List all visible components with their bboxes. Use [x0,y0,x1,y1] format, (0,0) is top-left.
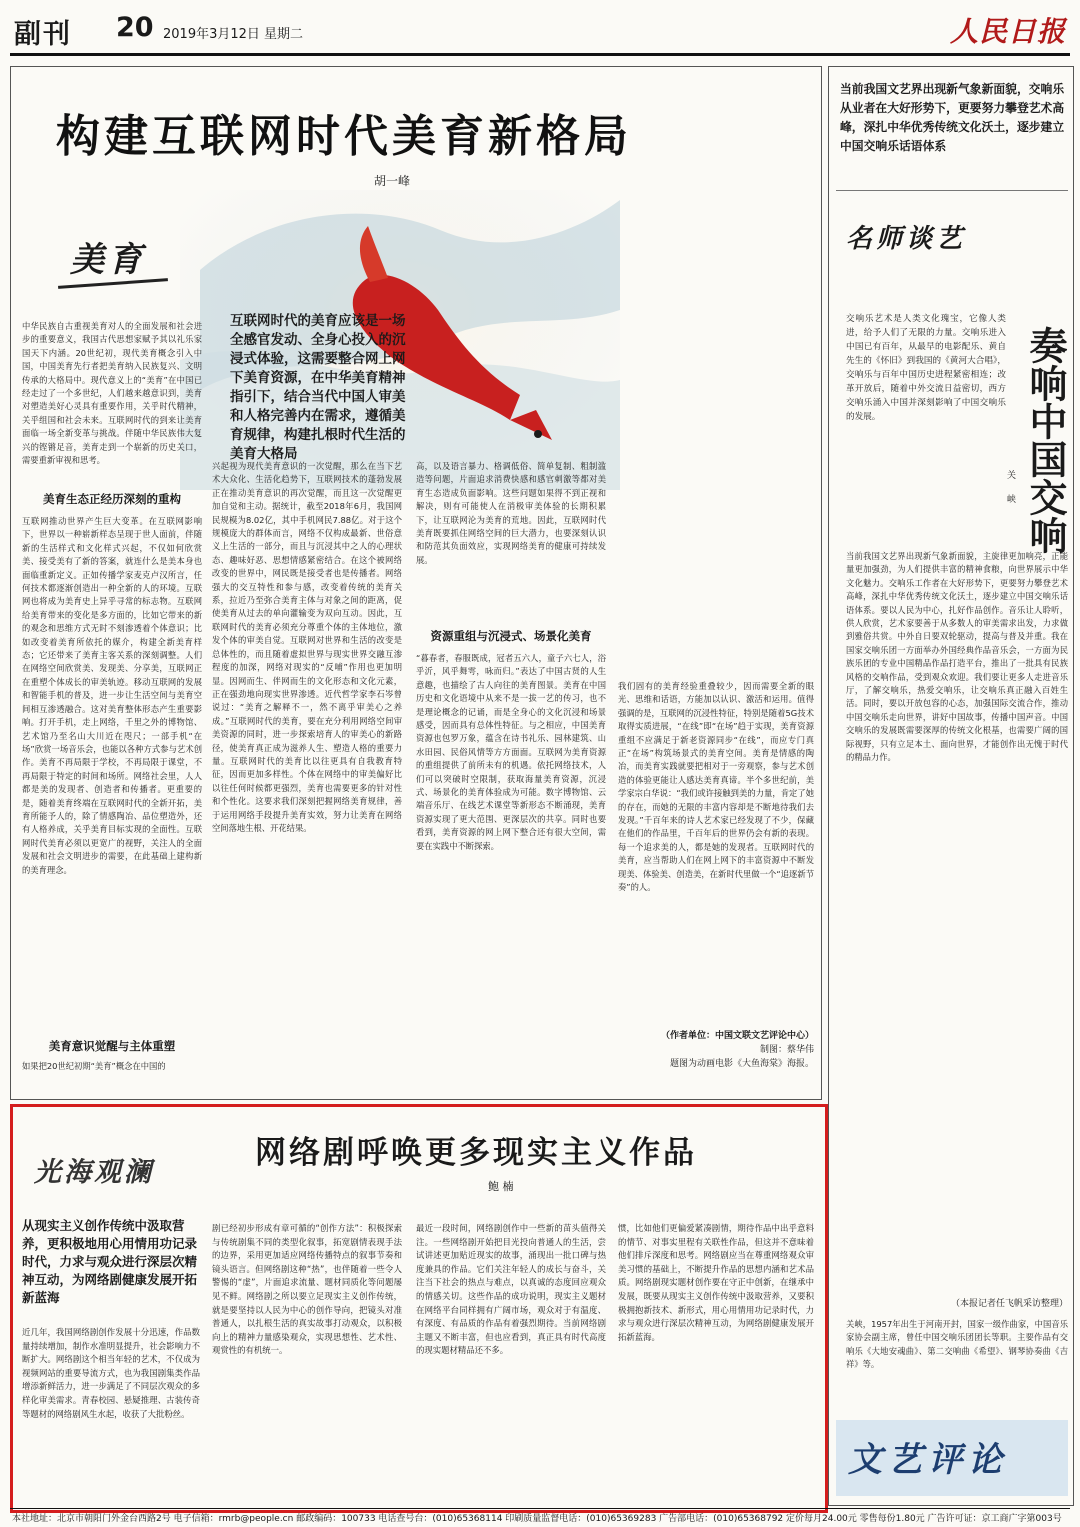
drama-author: 鲍 楠 [488,1180,514,1193]
drama-column-2: 剧已经初步形成有章可循的“创作方法”：积极探索与传统剧集不同的类型化叙事，拓宽剧情表现手法的边界，采用更加适应网络传播特点的叙事节奏和镜头语言。但网络剧这种“热”，也伴随着一些令人警惕的“虚”，片面追求流量、题材同质化等问题屡见不鲜。网络剧之所以要立足现实主义创作传统，就是要坚持以人民为中心的创作导向，把镜头对准普通人，以扎根生活的真实故事打动观众，以积极向上的精神力量感染观众，实现思想性、艺术性、观赏性的有机统一。 [212,1223,402,1356]
drama-column-tag: 光海观澜 [34,1157,154,1188]
drama-lede: 从现实主义创作传统中汲取营养，更积极地用心用情用功记录时代，力求与观众进行深层次精神互动，为网络剧健康发展开拓新蓝海 [22,1218,198,1305]
footer-rule [10,1508,1070,1509]
right-vertical-title: 奏响中国交响 [1023,326,1068,554]
right-column-tag: 名师谈艺 [846,224,967,254]
page-number: 20 [116,12,154,43]
masthead-rule [10,53,1070,56]
paper-logo: 人民日报 [949,15,1066,48]
right-author: 关 峡 [1005,470,1015,509]
drama-title: 网络剧呼唤更多现实主义作品 [255,1135,697,1171]
right-intro: 交响乐艺术是人类文化瑰宝，它像人类进，给予人们了无限的力量。交响乐进入中国已有百年，从最早的电影配乐、黄自先生的《怀旧》到我国的《黄河大合唱》，交响乐与百年中国历史进程紧密相连；改革开放后，随着中外交流日益密切，西方交响乐涌入中国并深刻影响了中国交响乐的发展。 [846,314,1006,422]
main-column-1-intro: 中华民族自古重视美育对人的全面发展和社会进步的重要意义，我国古代思想家赋予其以礼乐家国天下内涵。20世纪初，现代美育概念引入中国，中国美育先行者把美育纳入民族复兴、文明传承的大格局中。现代意义上的“美育”在中国已经走过了一个多世纪，人们越来越意识到，美育对塑造美好心灵具有重要作用，关乎时代精神，关乎组国和社会未来。互联网时代的到来让美育面临一场全新变革与挑战。伴随中华民族伟大复兴的铿锵足音，美育走到一个崭新的历史关口，需要重新审视和思考。 [22,321,202,466]
hero-figure [534,430,542,438]
main-column-1-tail: 如果把20世纪初期“美育”概念在中国的 [22,1061,166,1071]
right-credit: （本报记者任飞帆采访整理） [950,1299,1068,1309]
main-subhead-3: 资源重组与沉浸式、场景化美育 [430,629,592,643]
main-title: 构建互联网时代美育新格局 [56,111,632,162]
main-author: 胡一峰 [374,174,411,188]
right-bio: 关峡，1957年出生于河南开封，国家一级作曲家，中国音乐家协会副主席，曾任中国交响乐团团长等职。主要作品有交响乐《大地安魂曲》、第二交响曲《希望》、钢琴协奏曲《吉祥》等。 [846,1319,1068,1370]
pull-quote: 互联网时代的美育应该是一场全感官发动、全身心投入的沉浸式体验，这需要整合网上网下美育资源，在中华美育精神指引下，结合当代中国人审美和人格完善内在需求，遵循美育规律，构建扎根时代生活的美育大格局 [230,313,406,462]
author-affiliation: （作者单位：中国文联文艺评论中心） [660,1031,814,1041]
column-tag-meiyu: 美育 [70,240,146,280]
main-subhead-1: 美育生态正经历深刻的重构 [43,492,181,506]
drama-column-4: 惯，比如他们更偏爱紧凑剧情，期待作品中出乎意料的情节、对事实里程有关联性作品，但这并不意味着他们排斥深度和思考。网络剧应当在尊重网络观众审美习惯的基础上，不断提升作品的思想内涵和艺术品质。网络剧现实题材创作要在守正中创新，在继承中发展，既要从现实主义创作传统中汲取营养，又要积极拥抱新技术、新形式，用心用情用功记录时代，力求与观众进行深层次精神互动，为网络剧健康发展开拓新蓝海。 [618,1223,814,1342]
drama-column-1: 近几年，我国网络剧创作发展十分迅速，作品数量持续增加，制作水准明显提升，社会影响力不断扩大。网络剧这个相当年轻的艺术，不仅成为视频网站的重要导流方式，也为我国剧集类作品增添新鲜活力，进一步满足了不同层次观众的多样化审美需求。青春校园、悬疑推理、古装传奇等题材的网络剧风生水起，收获了大批粉丝。 [22,1327,200,1419]
main-column-2: 兴起视为现代美育意识的一次觉醒，那么在当下艺术大众化、生活化趋势下，互联网技术的蓬勃发展正在推动美育意识的再次觉醒，而且这一次觉醒更加自觉和主动。据统计，截至2018年6月，我国网民规模为8.02亿，其中手机网民7.88亿。对于这个规模庞大的群体而言，网络不仅构成最新、世俗意义上生活的一部分，而且与沉浸其中之人的心理状态、趣味好恶、思想情感紧密结合。在这个被网络改变的世界中，网民既是接受者也是传播者。网络强大的交互特性和参与感，改变着传统的美育关系，拉近乃至弥合美育主体与对象之间的距离，促使美育从过去的单向灌输变为双向互动。因此，互联网时代的美育必须充分尊重个体的主体地位，激发个体的审美自觉。互联网对世界和生活的改变是总体性的，而且随着虚拟世界与现实世界交融互渗程度的加深，网络对现实的“反哺”作用也更加明显。因网而生、伴网而生的文化形态和文化元素，正在强劲地向现实世界渗透。近代哲学家李石岑曾说过：“美育之解释不一，然不离乎审美心之养成。”互联网时代的美育，要在充分利用网络空间审美资源的同时，进一步探索培育人的审美心的新路径，使美育真正成为滋养人生、塑造人格的重要力量。互联网时代的美育比以往更具有自我教育特征，因而更加多样性。个体在网络中的审美偏好比以往任何时候都更强烈，美育也需要更多的针对性和个性化。这要求我们深刻把握网络美育规律，善于运用网络手段提升美育实效，努力让美育在网络空间落地生根、开花结果。 [212,461,402,833]
image-caption: 题图为动画电影《大鱼海棠》海报。 [669,1059,814,1069]
wenyi-pinglun-banner-text: 文艺评论 [848,1440,1008,1480]
main-subhead-2: 美育意识觉醒与主体重塑 [48,1039,176,1053]
issue-date: 2019年3月12日 星期二 [163,27,304,42]
footer-info: 本社地址：北京市朝阳门外金台西路2号 电子信箱：rmrb@people.cn 邮政编码：100733 电话查号台：(010)65368114 印刷质量监督电话：(010)65369283 广告部电话：(010)65368792 定价每月24.00元 零售每份1.80元 广告许可证：京工商广字第003号 [12,1514,1062,1524]
main-column-1-body: 互联网推动世界产生巨大变革。在互联网影响下，世界以一种崭新样态呈现于世人面前，伴随新的生活样式和文化样式兴起，不仅如何欣赏美、接受美有了新的答案，就连什么是美本身也面临重新定义。正如传播学家麦克卢汉所言，任何技术都逐渐创造出一种全新的人的环境。互联网也将成为美育史上异乎寻常的标志物。互联网给美育带来的变化是多方面的，比如它带来的新的观念和思维方式无时不刻渗透着个体意识；比如改变着美育所依托的媒介，构建全新美育样态；它还带来了美育主客关系的深刻调整。人们在网络空间欣赏美、发现美、分享美，互联网正在重塑个体成长的审美轨迹。移动互联网的发展和智能手机的普及，进一步让生活空间与美育空间相互渗透融合。这对美育整体形态产生重要影响。打开手机，走上网络，千里之外的博物馆、艺术馆乃至名山大川近在咫尺；一部手机“在场”欣赏一场音乐会，也能以各种方式参与艺术创作。美育不再局限于学校，不再局限于课堂，不再局限于特定的时间和场所。网络社会里，人人都是美的发现者、创造者和传播者。更重要的是，随着美育终端在互联网时代的全新开拓，美育所能予人的，除了情感陶冶、品位塑造外，还有人格养成，关乎美育目标实现的全面性。互联网时代美育必须以更宽广的视野，关注人的全面发展和社会文明进步的需要，在此基础上建构新的美育理念。 [22,516,202,875]
main-column-3-body: “暮春者，春服既成，冠者五六人，童子六七人，浴乎沂，风乎舞雩，咏而归。”表达了中国古贤的人生意趣，也描绘了古人向往的美育图景。美育在中国历史和文化语境中从来不是一拔一艺的传习，也不是理论概念的记诵，而是全身心的文化沉浸和场景感受，因而具有总体性特征。与之相应，中国美育资源也包罗万象，蕴含在诗书礼乐、园林建筑、山水田园、民俗风情等方方面面。互联网为美育资源的重组提供了前所未有的机遇。依托网络技术，人们可以突破时空限制，获取海量美育资源，沉浸式、场景化的美育体验成为可能。数字博物馆、云端音乐厅、在线艺术课堂等新形态不断涌现，美育资源实现了更大范围、更深层次的共享。同时也要看到，美育资源的网上网下整合还有很大空间，需要在实践中不断探索。 [416,653,606,851]
right-body: 当前我国文艺界出现新气象新面貌，主旋律更加响亮，正能量更加强劲，为人们提供丰富的精神食粮，向世界展示中华文化魅力。交响乐工作者在大好形势下，更要努力攀登艺术高峰，深扎中华优秀传统文化沃土，逐步建立中国交响乐话语体系。要以人民为中心，扎好作品创作。音乐让人聆听，供人欣赏，艺术家要善于从多数人的审美需求出发，力求做到雅俗共赏。中外自日要双轮驱动，提高与普及并重。我在国家交响乐团一方面举办外国经典作品音乐会，一方面为民族乐团的专业中国精品作品打造平台，推出了一批具有民族风格的交响作品，受到观众欢迎。我们要让更多人走进音乐厅，了解交响乐，热爱交响乐，让交响乐真正融入百姓生活。同时，要以开放包容的心态，加强国际交流合作，推动中国交响乐走向世界，讲好中国故事，传播中国声音。中国交响乐的发展既需要深厚的传统文化根基，也需要广阔的国际视野，只有立足本土、面向世界，才能创作出无愧于时代的精品力作。 [846,551,1068,763]
illustrator-credit: 制图：蔡华伟 [759,1045,814,1055]
section-name: 副刊 [14,19,72,50]
masthead [0,0,1080,58]
right-divider [836,190,1068,191]
main-column-3-top: 高，以及语言暴力、格调低俗、简单复制、粗制滥造等问题，片面追求消费快感和感官刺激等都对美育生态造成负面影响。这些问题如果得不到正视和解决，则有可能使人在消极审美体验的长期积累下，让互联网沦为美育的荒地。因此，互联网时代美育既要抓住网络空间的巨大潜力，也要深刻认识和防范其负面效应，实现网络美育的健康可持续发展。 [416,461,606,565]
right-lede: 当前我国文艺界出现新气象新面貌，交响乐从业者在大好形势下，更要努力攀登艺术高峰，深扎中华优秀传统文化沃土，逐步建立中国交响乐话语体系 [840,82,1065,153]
drama-column-3: 最近一段时间，网络剧创作中一些新的苗头值得关注。一些网络剧开始把目光投向普通人的生活，尝试讲述更加贴近现实的故事，涌现出一批口碑与热度兼具的作品。它们关注年轻人的成长与奋斗，关注当下社会的热点与难点，以真诚的态度回应观众的情感关切。这些作品的成功说明，现实主义题材在网络平台同样拥有广阔市场，观众对于有温度、有深度、有品质的作品有着强烈期待。当前网络剧主题又不断丰富，但也应看到，真正具有时代高度的现实题材精品还不多。 [416,1223,606,1356]
main-column-4: 我们固有的美育经验重叠较少，因而需要全新的眼光、思维和话语，方能加以认识、激活和运用。值得强调的是，互联网的沉浸性特征，特别是随着5G技术取得实质进展，“在线”即“在场”趋于实现，美育资源重组不应满足于新老资源同步“在线”，而应专门真正“在场”构筑场景式的美育空间。美育是情感的陶冶，而美育实践就要把相对于一旁观察，参与艺术创造的体验更能让人感达美育真谛。半个多世纪前，美学家宗白华说：“我们或许接触到美的力量，肯定了她的存在，而她的无限的丰富内容却是不断地待我们去发现。”千百年来的诗人艺术家已经发现了不少，保藏在他们的作品里，千百年后的世界仍会有新的表现。每一个追求美的人，都是她的发现者。互联网时代的美育，应当帮助人们在网上网下的丰富资源中不断发现美、体验美、创造美，在新时代里做一个“追逐新节奏”的人。 [618,681,814,893]
